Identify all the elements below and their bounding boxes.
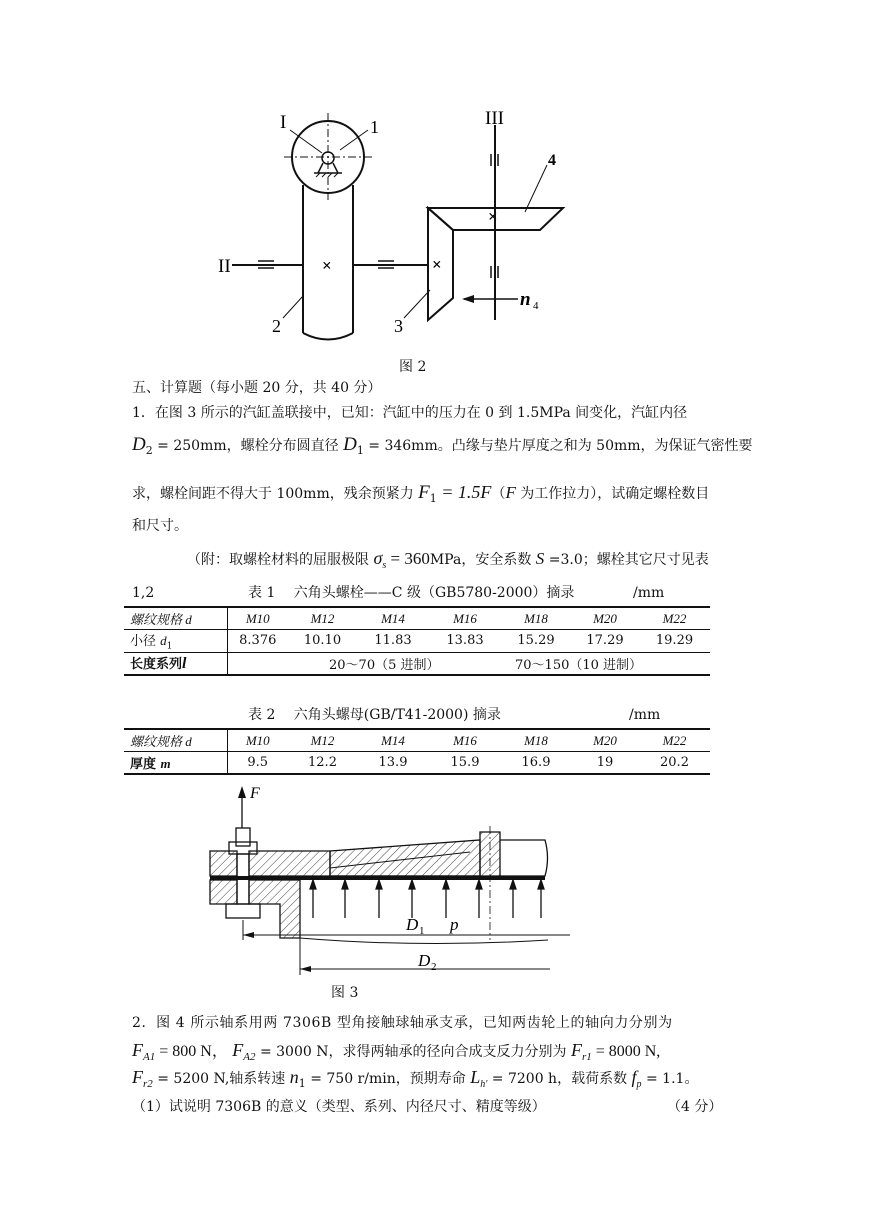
fig3-label-D2-sub: 2 [431,961,437,973]
section-title: 五、计算题（每小题 20 分，共 40 分） [132,380,382,396]
q2-line3: $F_{r2} = 5200$ N,轴系转速 $n_1 = 750$ r/min，预期寿命 $L_{h'} = 7200$ h，载荷系数 $f_p = 1.1$。 [132,1067,699,1090]
table2-cell: 15.9 [429,752,501,775]
table1-cell: 17.29 [571,630,639,653]
table2-col: M22 [639,729,710,752]
q1-note: （附：取螺栓材料的屈服极限 $\sigma_s = 360MPa$，安全系数 S =3.0；螺栓其它尺寸见表 [187,548,709,571]
figure-3 [0,780,869,980]
svg-text:×: × [432,255,442,274]
fig2-label-2: 2 [272,316,281,336]
table1 [124,606,710,676]
fig2-label-n4-sub: 4 [533,300,539,312]
table1-col: M10 [227,607,288,630]
table1-cell: 13.83 [429,630,501,653]
table1-title: 表 1 六角头螺栓——C 级（GB5780-2000）摘录 [248,585,575,601]
table1-col: M18 [501,607,571,630]
table1-row-length-series [124,652,710,675]
table2-cell: 16.9 [501,752,571,775]
table1-length-range-b: 70～150（10 进制） [501,652,710,675]
fig3-label-D2: D [418,951,431,970]
fig3-label-p: p [450,915,459,934]
table2-col: M14 [357,729,429,752]
q1-line1: 1．在图 3 所示的汽缸盖联接中，已知：汽缸中的压力在 0 到 1.5MPa 间变化，汽缸内径 [132,405,688,421]
table1-col: M16 [429,607,501,630]
table1-header-label: 螺纹规格 d [124,607,227,630]
figure-2-caption: 图 2 [399,359,427,375]
table1-cell: 11.83 [357,630,429,653]
svg-text:×: × [322,256,332,275]
table2-col: M10 [227,729,288,752]
fig3-label-F: F [250,785,260,802]
table1-row-minor-diameter [124,630,710,653]
table2-header-row [124,729,710,752]
table2-row-thickness [124,752,710,775]
q2-line2: $F_{A1} = 800$ N， $F_{A2} = 3000$ N，求得两轴承的径向合成支反力分别为 $F_{r1} = 8000$ N, [132,1040,661,1063]
fig2-label-I: I [280,112,287,133]
fig2-label-n4: n [520,289,531,310]
table2-cell: 9.5 [227,752,288,775]
q2-line1: 2．图 4 所示轴系用两 7306B 型角接触球轴承支承，已知两齿轮上的轴向力分别为 [132,1015,673,1031]
q1-line2: $D_2 = 250mm$，螺栓分布圆直径 $D_1 = 346mm$。凸缘与垫片厚度之和为 50mm，为保证气密性要 [132,434,753,457]
table2-unit: /mm [629,707,661,723]
table2-cell: 19 [571,752,639,775]
table1-cell: 10.10 [288,630,357,653]
q1-line3: 求，螺栓间距不得大于 100mm，残余预紧力 $F_1 = 1.5F(F$ 为工作拉力），试确定螺栓数目 [132,482,710,505]
table2-col: M16 [429,729,501,752]
svg-text:×: × [488,207,498,226]
table2-cell: 12.2 [288,752,357,775]
table2-row1-label: 厚度 m [124,752,227,775]
fig2-label-1: 1 [370,117,379,137]
fig2-label-3: 3 [394,316,403,336]
q1-line4: 和尺寸。 [132,518,188,534]
table1-col: M14 [357,607,429,630]
table2-col: M18 [501,729,571,752]
figure-2 [0,0,869,380]
fig3-label-D1: D [406,915,419,934]
table1-col: M12 [288,607,357,630]
table2-cell: 20.2 [639,752,710,775]
table2-cell: 13.9 [357,752,429,775]
table1-col: M22 [639,607,710,630]
fig2-label-4: 4 [548,152,556,169]
table2-col: M20 [571,729,639,752]
fig2-label-II: II [218,256,231,277]
table2 [124,728,710,775]
table1-row1-label: 小径 $d_1$ [124,630,227,653]
q2-sub1: （1）试说明 7306B 的意义（类型、系列、内径尺寸、精度等级） [132,1099,546,1115]
table1-col: M20 [571,607,639,630]
table1-row2-label: 长度系列l [124,652,227,675]
fig3-label-D1-sub: 1 [419,925,425,937]
figure-3-caption: 图 3 [331,985,359,1001]
table2-col: M12 [288,729,357,752]
table1-unit: /mm [633,585,665,601]
table1-length-range-a: 20～70（5 进制） [227,652,501,675]
table2-header-label: 螺纹规格 d [124,729,227,752]
fig2-label-III: III [485,108,504,129]
q2-sub1-score: （4 分） [667,1099,723,1115]
table1-cell: 15.29 [501,630,571,653]
q1-note-tail: 1,2 [132,585,155,601]
table1-cell: 19.29 [639,630,710,653]
table1-header-row [124,607,710,630]
table1-cell: 8.376 [227,630,288,653]
table2-title: 表 2 六角头螺母(GB/T41-2000) 摘录 [248,707,501,723]
